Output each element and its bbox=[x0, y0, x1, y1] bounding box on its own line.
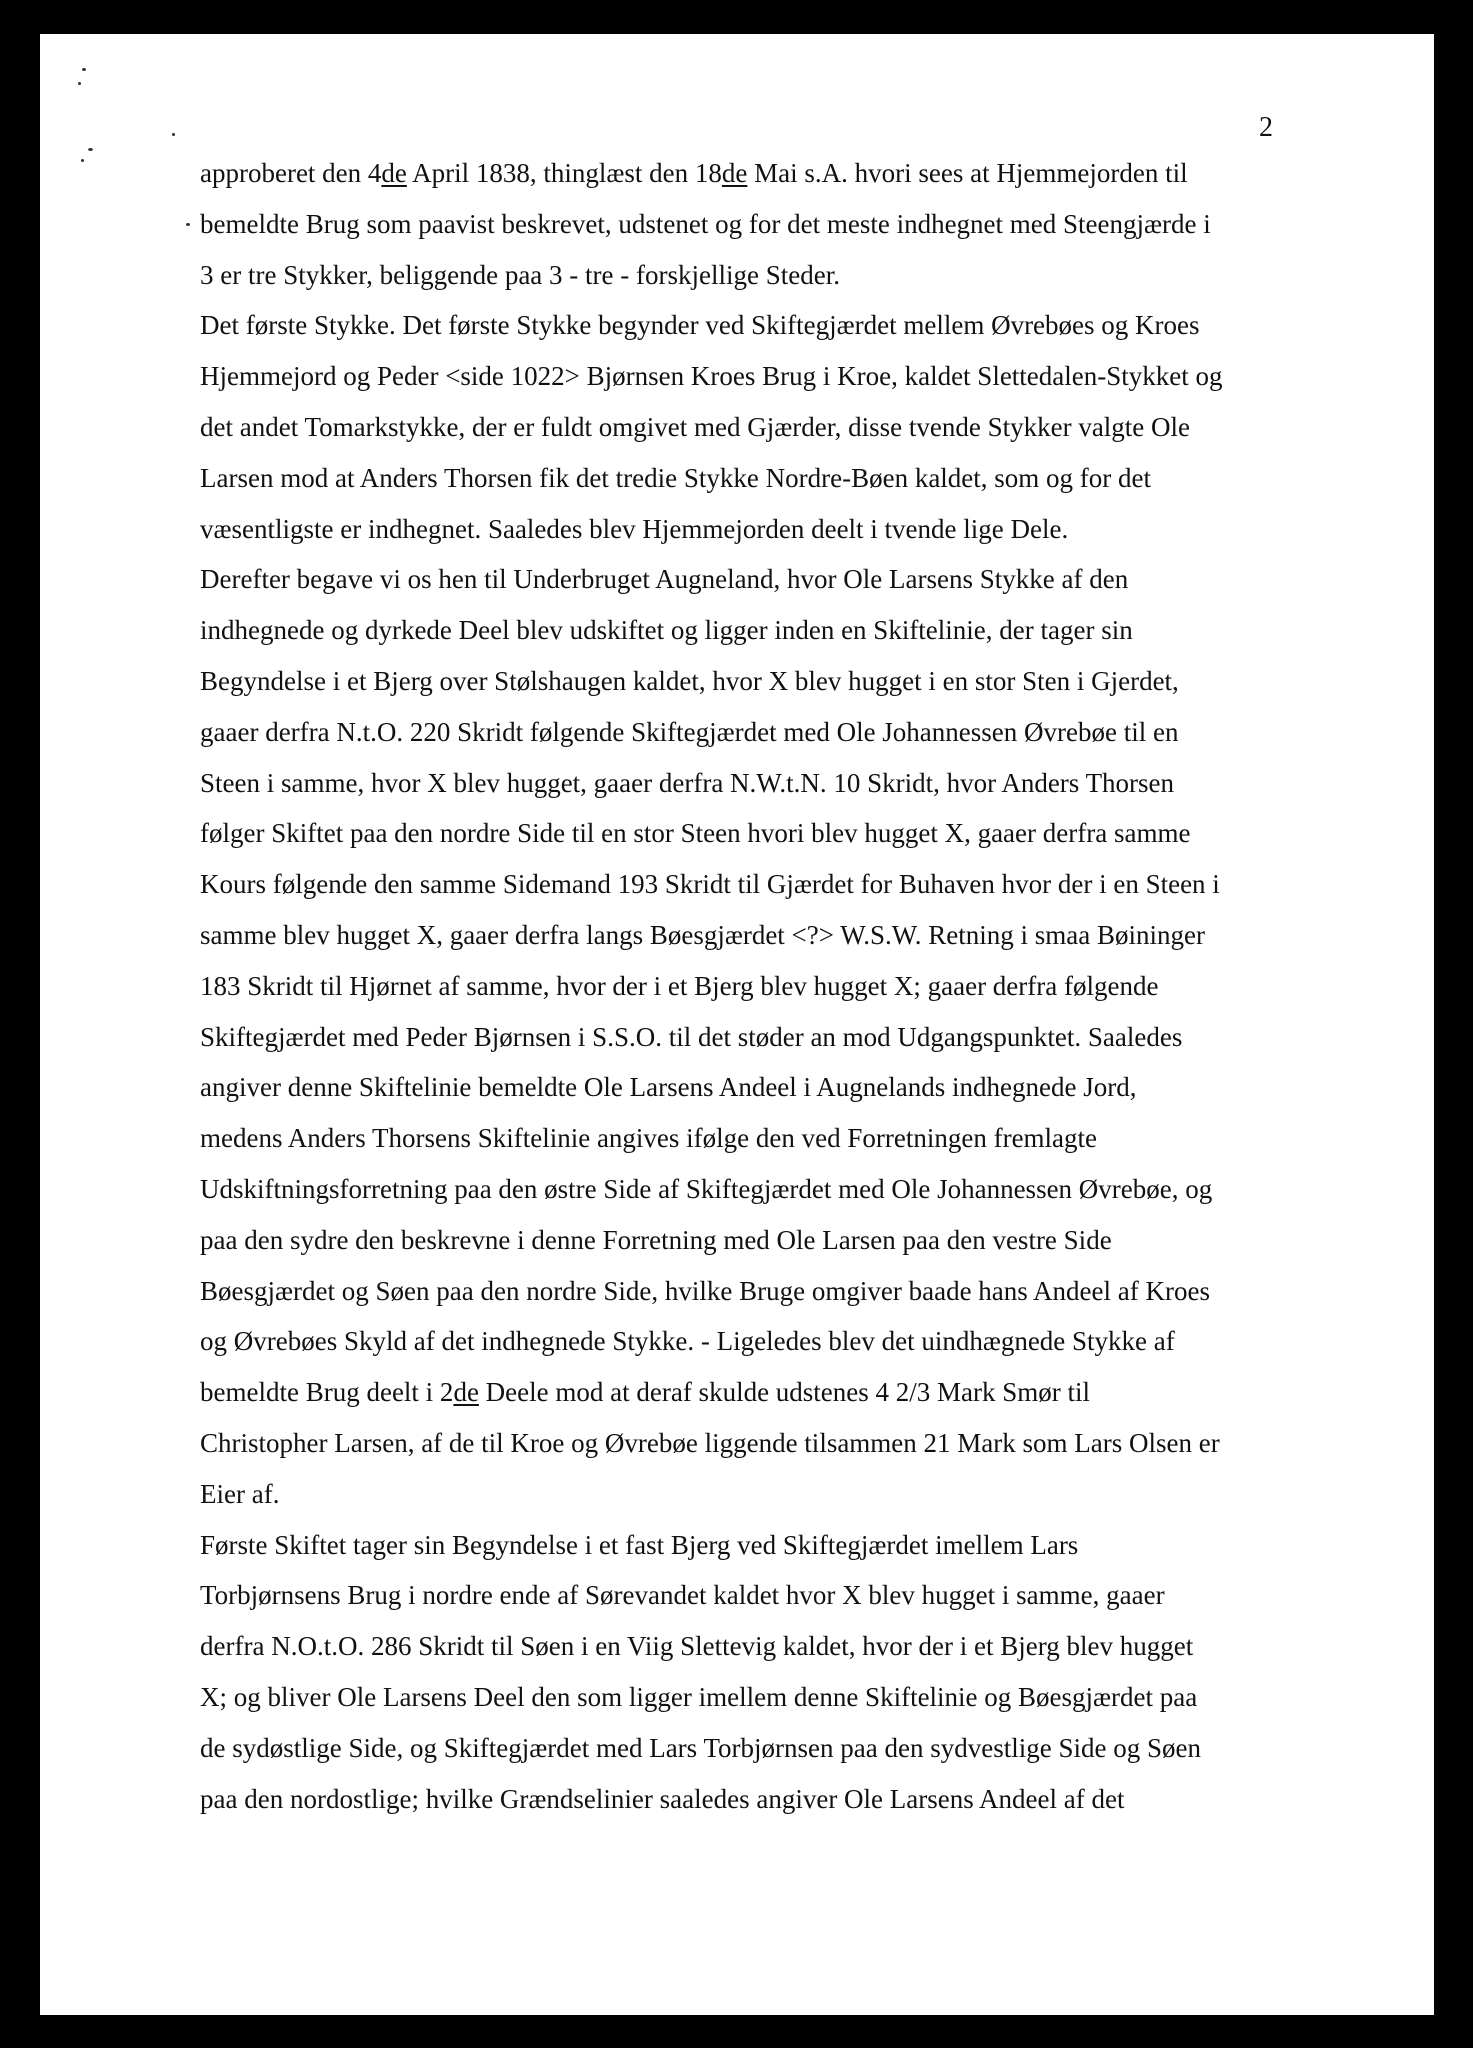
text-segment: 183 Skridt til Hjørnet af samme, hvor der i et Bjerg blev hugget X; gaaer derfra følgende bbox=[200, 970, 1159, 1001]
text-segment: angiver denne Skiftelinie bemeldte Ole Larsens Andeel i Augnelands indhegnede Jord, bbox=[200, 1072, 1137, 1103]
superscript-abbreviation: de bbox=[453, 1377, 479, 1408]
text-line bbox=[200, 808, 1340, 859]
text-line bbox=[200, 1266, 1340, 1317]
text-line bbox=[200, 1062, 1340, 1113]
text-segment: Eier af. bbox=[200, 1478, 280, 1509]
page-number: 2 bbox=[1259, 112, 1273, 143]
text-segment: paa den nordostlige; hvilke Grændselinier saaledes angiver Ole Larsens Andeel af det bbox=[200, 1783, 1125, 1814]
text-line bbox=[200, 605, 1340, 656]
text-line bbox=[200, 351, 1340, 402]
text-segment: Første Skiftet tager sin Begyndelse i et fast Bjerg ved Skiftegjærdet imellem Lars bbox=[200, 1529, 1079, 1560]
text-line bbox=[200, 250, 1340, 301]
text-segment: Bøesgjærdet og Søen paa den nordre Side, hvilke Bruge omgiver baade hans Andeel af Kroes bbox=[200, 1275, 1210, 1306]
text-line bbox=[200, 1774, 1340, 1825]
text-line bbox=[200, 1215, 1340, 1266]
text-line bbox=[200, 300, 1340, 351]
text-segment: X; og bliver Ole Larsens Deel den som ligger imellem denne Skiftelinie og Bøesgjærdet paa bbox=[200, 1681, 1198, 1712]
text-segment: Begyndelse i et Bjerg over Stølshaugen kaldet, hvor X blev hugget i en stor Sten i Gjerdet, bbox=[200, 665, 1179, 696]
text-segment: væsentligste er indhegnet. Saaledes blev Hjemmejorden deelt i tvende lige Dele. bbox=[200, 513, 1069, 544]
text-line bbox=[200, 554, 1340, 605]
text-line bbox=[200, 758, 1340, 809]
scan-speck bbox=[81, 159, 84, 162]
text-segment: paa den sydre den beskrevne i denne Forretning med Ole Larsen paa den vestre Side bbox=[200, 1224, 1112, 1255]
text-segment: medens Anders Thorsens Skiftelinie angives ifølge den ved Forretningen fremlagte bbox=[200, 1123, 1098, 1154]
text-line bbox=[200, 1621, 1340, 1672]
text-segment: Kours følgende den samme Sidemand 193 Skridt til Gjærdet for Buhaven hvor der i en Steen i bbox=[200, 869, 1220, 900]
text-line bbox=[200, 1723, 1340, 1774]
text-segment: Torbjørnsens Brug i nordre ende af Sørevandet kaldet hvor X blev hugget i samme, gaaer bbox=[200, 1580, 1165, 1611]
text-segment: Det første Stykke. Det første Stykke begynder ved Skiftegjærdet mellem Øvrebøes og Kroes bbox=[200, 310, 1200, 341]
scan-speck bbox=[186, 223, 190, 226]
text-line bbox=[200, 453, 1340, 504]
text-segment: Udskiftningsforretning paa den østre Side af Skiftegjærdet med Ole Johannessen Øvrebøe, og bbox=[200, 1173, 1213, 1204]
text-line bbox=[200, 1418, 1340, 1469]
text-line bbox=[200, 707, 1340, 758]
text-line bbox=[200, 1469, 1340, 1520]
text-segment: approberet den 4 bbox=[200, 158, 382, 188]
text-segment: Steen i samme, hvor X blev hugget, gaaer derfra N.W.t.N. 10 Skridt, hvor Anders Thorsen bbox=[200, 767, 1175, 798]
scan-speck bbox=[82, 68, 86, 71]
text-line bbox=[200, 1367, 1340, 1418]
text-segment: det andet Tomarkstykke, der er fuldt omgivet med Gjærder, disse tvende Stykker valgte Ole bbox=[200, 411, 1191, 442]
text-segment: bemeldte Brug som paavist beskrevet, udstenet og for det meste indhegnet med Steengjærde i bbox=[200, 208, 1211, 239]
scan-speck bbox=[172, 133, 175, 136]
text-line bbox=[200, 1113, 1340, 1164]
text-segment: indhegnede og dyrkede Deel blev udskiftet og ligger inden en Skiftelinie, der tager sin bbox=[200, 615, 1133, 646]
text-segment: Christopher Larsen, af de til Kroe og Øvrebøe liggende tilsammen 21 Mark som Lars Olsen er bbox=[200, 1427, 1220, 1458]
text-segment: 3 er tre Stykker, beliggende paa 3 - tre - forskjellige Steder. bbox=[200, 259, 840, 290]
text-line bbox=[200, 961, 1340, 1012]
scan-speck bbox=[88, 148, 93, 151]
text-line bbox=[200, 402, 1340, 453]
text-line bbox=[200, 910, 1340, 961]
text-line bbox=[200, 1520, 1340, 1571]
text-segment: og Øvrebøes Skyld af det indhegnede Stykke. - Ligeledes blev det uindhægnede Stykke af bbox=[200, 1326, 1175, 1357]
superscript-abbreviation: de bbox=[381, 158, 407, 188]
text-segment: følger Skiftet paa den nordre Side til en stor Steen hvori blev hugget X, gaaer derfra samme bbox=[200, 818, 1191, 849]
text-segment: Larsen mod at Anders Thorsen fik det tredie Stykke Nordre-Bøen kaldet, som og for det bbox=[200, 462, 1152, 493]
text-segment: Skiftegjærdet med Peder Bjørnsen i S.S.O. til det støder an mod Udgangspunktet. Saaledes bbox=[200, 1021, 1183, 1052]
superscript-abbreviation: de bbox=[721, 158, 748, 188]
text-line bbox=[200, 199, 1340, 250]
transcription-text bbox=[200, 148, 1340, 1824]
text-segment: gaaer derfra N.t.O. 220 Skridt følgende Skiftegjærdet med Ole Johannessen Øvrebøe til en bbox=[200, 716, 1179, 747]
text-segment: April 1838, thinglæst den 18 bbox=[406, 158, 722, 188]
text-segment: Derefter begave vi os hen til Underbruget Augneland, hvor Ole Larsens Stykke af den bbox=[200, 564, 1129, 595]
text-segment: Hjemmejord og Peder <side 1022> Bjørnsen Kroes Brug i Kroe, kaldet Slettedalen-Stykket og bbox=[200, 361, 1223, 392]
text-line bbox=[200, 148, 1340, 199]
text-line bbox=[200, 1012, 1340, 1063]
text-line bbox=[200, 504, 1340, 555]
text-line bbox=[200, 1672, 1340, 1723]
scan-speck bbox=[78, 82, 81, 85]
text-line bbox=[200, 1316, 1340, 1367]
text-segment: Mai s.A. hvori sees at Hjemmejorden til bbox=[747, 158, 1188, 188]
document-page bbox=[40, 34, 1434, 2015]
text-segment: Deele mod at deraf skulde udstenes 4 2/3 Mark Smør til bbox=[478, 1377, 1091, 1408]
text-segment: derfra N.O.t.O. 286 Skridt til Søen i en Viig Slettevig kaldet, hvor der i et Bjerg blev hugget bbox=[200, 1631, 1194, 1662]
text-line bbox=[200, 1164, 1340, 1215]
text-line bbox=[200, 1570, 1340, 1621]
text-segment: de sydøstlige Side, og Skiftegjærdet med Lars Torbjørnsen paa den sydvestlige Side og Søen bbox=[200, 1732, 1201, 1763]
text-line bbox=[200, 859, 1340, 910]
text-line bbox=[200, 656, 1340, 707]
text-segment: samme blev hugget X, gaaer derfra langs Bøesgjærdet <?> W.S.W. Retning i smaa Bøininger bbox=[200, 919, 1205, 950]
text-segment: bemeldte Brug deelt i 2 bbox=[200, 1377, 454, 1408]
